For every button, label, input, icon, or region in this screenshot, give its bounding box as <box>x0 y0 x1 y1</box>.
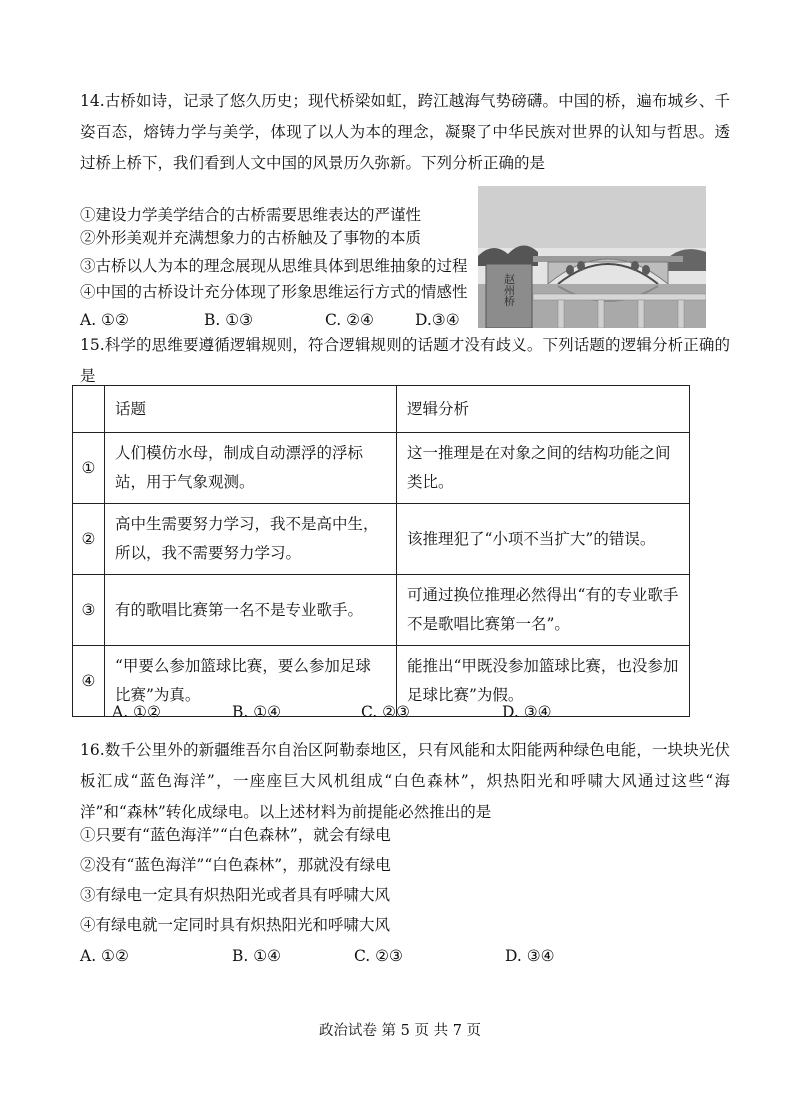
q16-stem: 16.数千公里外的新疆维吾尔自治区阿勒泰地区，只有风能和太阳能两种绿色电能，一块块光伏板汇成“蓝色海洋”，一座座巨大风机组成“白色森林”，炽热阳光和呼啸大风通过这些“海洋”和“森林”转化成绿电。以上述材料为前提能必然推出的是 <box>80 741 730 821</box>
q14-statement-3: ③古桥以人为本的理念展现从思维具体到思维抽象的过程 <box>80 257 468 275</box>
row-analysis: 这一推理是在对象之间的结构功能之间类比。 <box>397 433 690 504</box>
table-header-row <box>73 386 690 433</box>
q15-stem: 15.科学的思维要遵循逻辑规则，符合逻辑规则的话题才没有歧义。下列话题的逻辑分析正确的是 <box>80 336 730 385</box>
q15-option-d[interactable]: D. ③④ <box>502 703 552 721</box>
row-number: ① <box>73 433 105 504</box>
q14-option-d[interactable]: D.③④ <box>415 311 460 329</box>
table-row <box>73 575 690 646</box>
table-row <box>73 504 690 575</box>
q16-option-c[interactable]: C. ②③ <box>354 947 403 965</box>
q14-statement-1: ①建设力学美学结合的古桥需要思维表达的严谨性 <box>80 206 422 224</box>
row-number: ② <box>73 504 105 575</box>
row-topic: 有的歌唱比赛第一名不是专业歌手。 <box>105 575 397 646</box>
q15-option-a[interactable]: A. ①② <box>112 703 161 721</box>
q16-option-b[interactable]: B. ①④ <box>232 947 282 965</box>
q16-statement-2: ②没有“蓝色海洋”“白色森林”，那就没有绿电 <box>80 856 391 874</box>
q16-option-d[interactable]: D. ③④ <box>505 947 555 965</box>
row-topic: “甲要么参加篮球比赛，要么参加足球比赛”为真。 <box>105 646 397 717</box>
table-header-analysis: 逻辑分析 <box>397 386 690 433</box>
q14-statement-2: ②外形美观并充满想象力的古桥触及了事物的本质 <box>80 229 422 247</box>
q16-statement-1: ①只要有“蓝色海洋”“白色森林”，就会有绿电 <box>80 826 391 844</box>
row-number: ④ <box>73 646 105 717</box>
row-topic: 高中生需要努力学习，我不是高中生，所以，我不需要努力学习。 <box>105 504 397 575</box>
row-analysis: 该推理犯了“小项不当扩大”的错误。 <box>397 504 690 575</box>
q14-option-a[interactable]: A. ①② <box>80 311 129 329</box>
q15-option-c[interactable]: C. ②③ <box>361 703 410 721</box>
row-number: ③ <box>73 575 105 646</box>
q16-statement-4: ④有绿电就一定同时具有炽热阳光和呼啸大风 <box>80 916 391 934</box>
q16-statement-3: ③有绿电一定具有炽热阳光或者具有呼啸大风 <box>80 886 391 904</box>
bridge-photo <box>478 186 706 328</box>
stele-inscription: 赵州桥 <box>502 273 516 307</box>
table-header-topic: 话题 <box>105 386 397 433</box>
q15-option-b[interactable]: B. ①④ <box>232 703 282 721</box>
q14-option-b[interactable]: B. ①③ <box>204 311 254 329</box>
q14-option-c[interactable]: C. ②④ <box>325 311 374 329</box>
q14-stem: 14.古桥如诗，记录了悠久历史；现代桥梁如虹，跨江越海气势磅礴。中国的桥，遍布城乡、千姿百态，熔铸力学与美学，体现了以人为本的理念，凝聚了中华民族对世界的认知与哲思。透过桥上桥下，我们看到人文中国的风景历久弥新。下列分析正确的是 <box>80 92 730 172</box>
row-topic: 人们模仿水母，制成自动漂浮的浮标站，用于气象观测。 <box>105 433 397 504</box>
q16-option-a[interactable]: A. ①② <box>80 947 129 965</box>
page-footer: 政治试卷 第 5 页 共 7 页 <box>318 1023 482 1039</box>
q14-statement-4: ④中国的古桥设计充分体现了形象思维运行方式的情感性 <box>80 283 468 301</box>
bridge-illustration <box>478 186 706 328</box>
q15-table <box>72 385 690 717</box>
row-analysis: 可通过换位推理必然得出“有的专业歌手不是歌唱比赛第一名”。 <box>397 575 690 646</box>
row-analysis: 能推出“甲既没参加篮球比赛，也没参加足球比赛”为假。 <box>397 646 690 717</box>
table-header-num <box>73 386 105 433</box>
table-row <box>73 433 690 504</box>
